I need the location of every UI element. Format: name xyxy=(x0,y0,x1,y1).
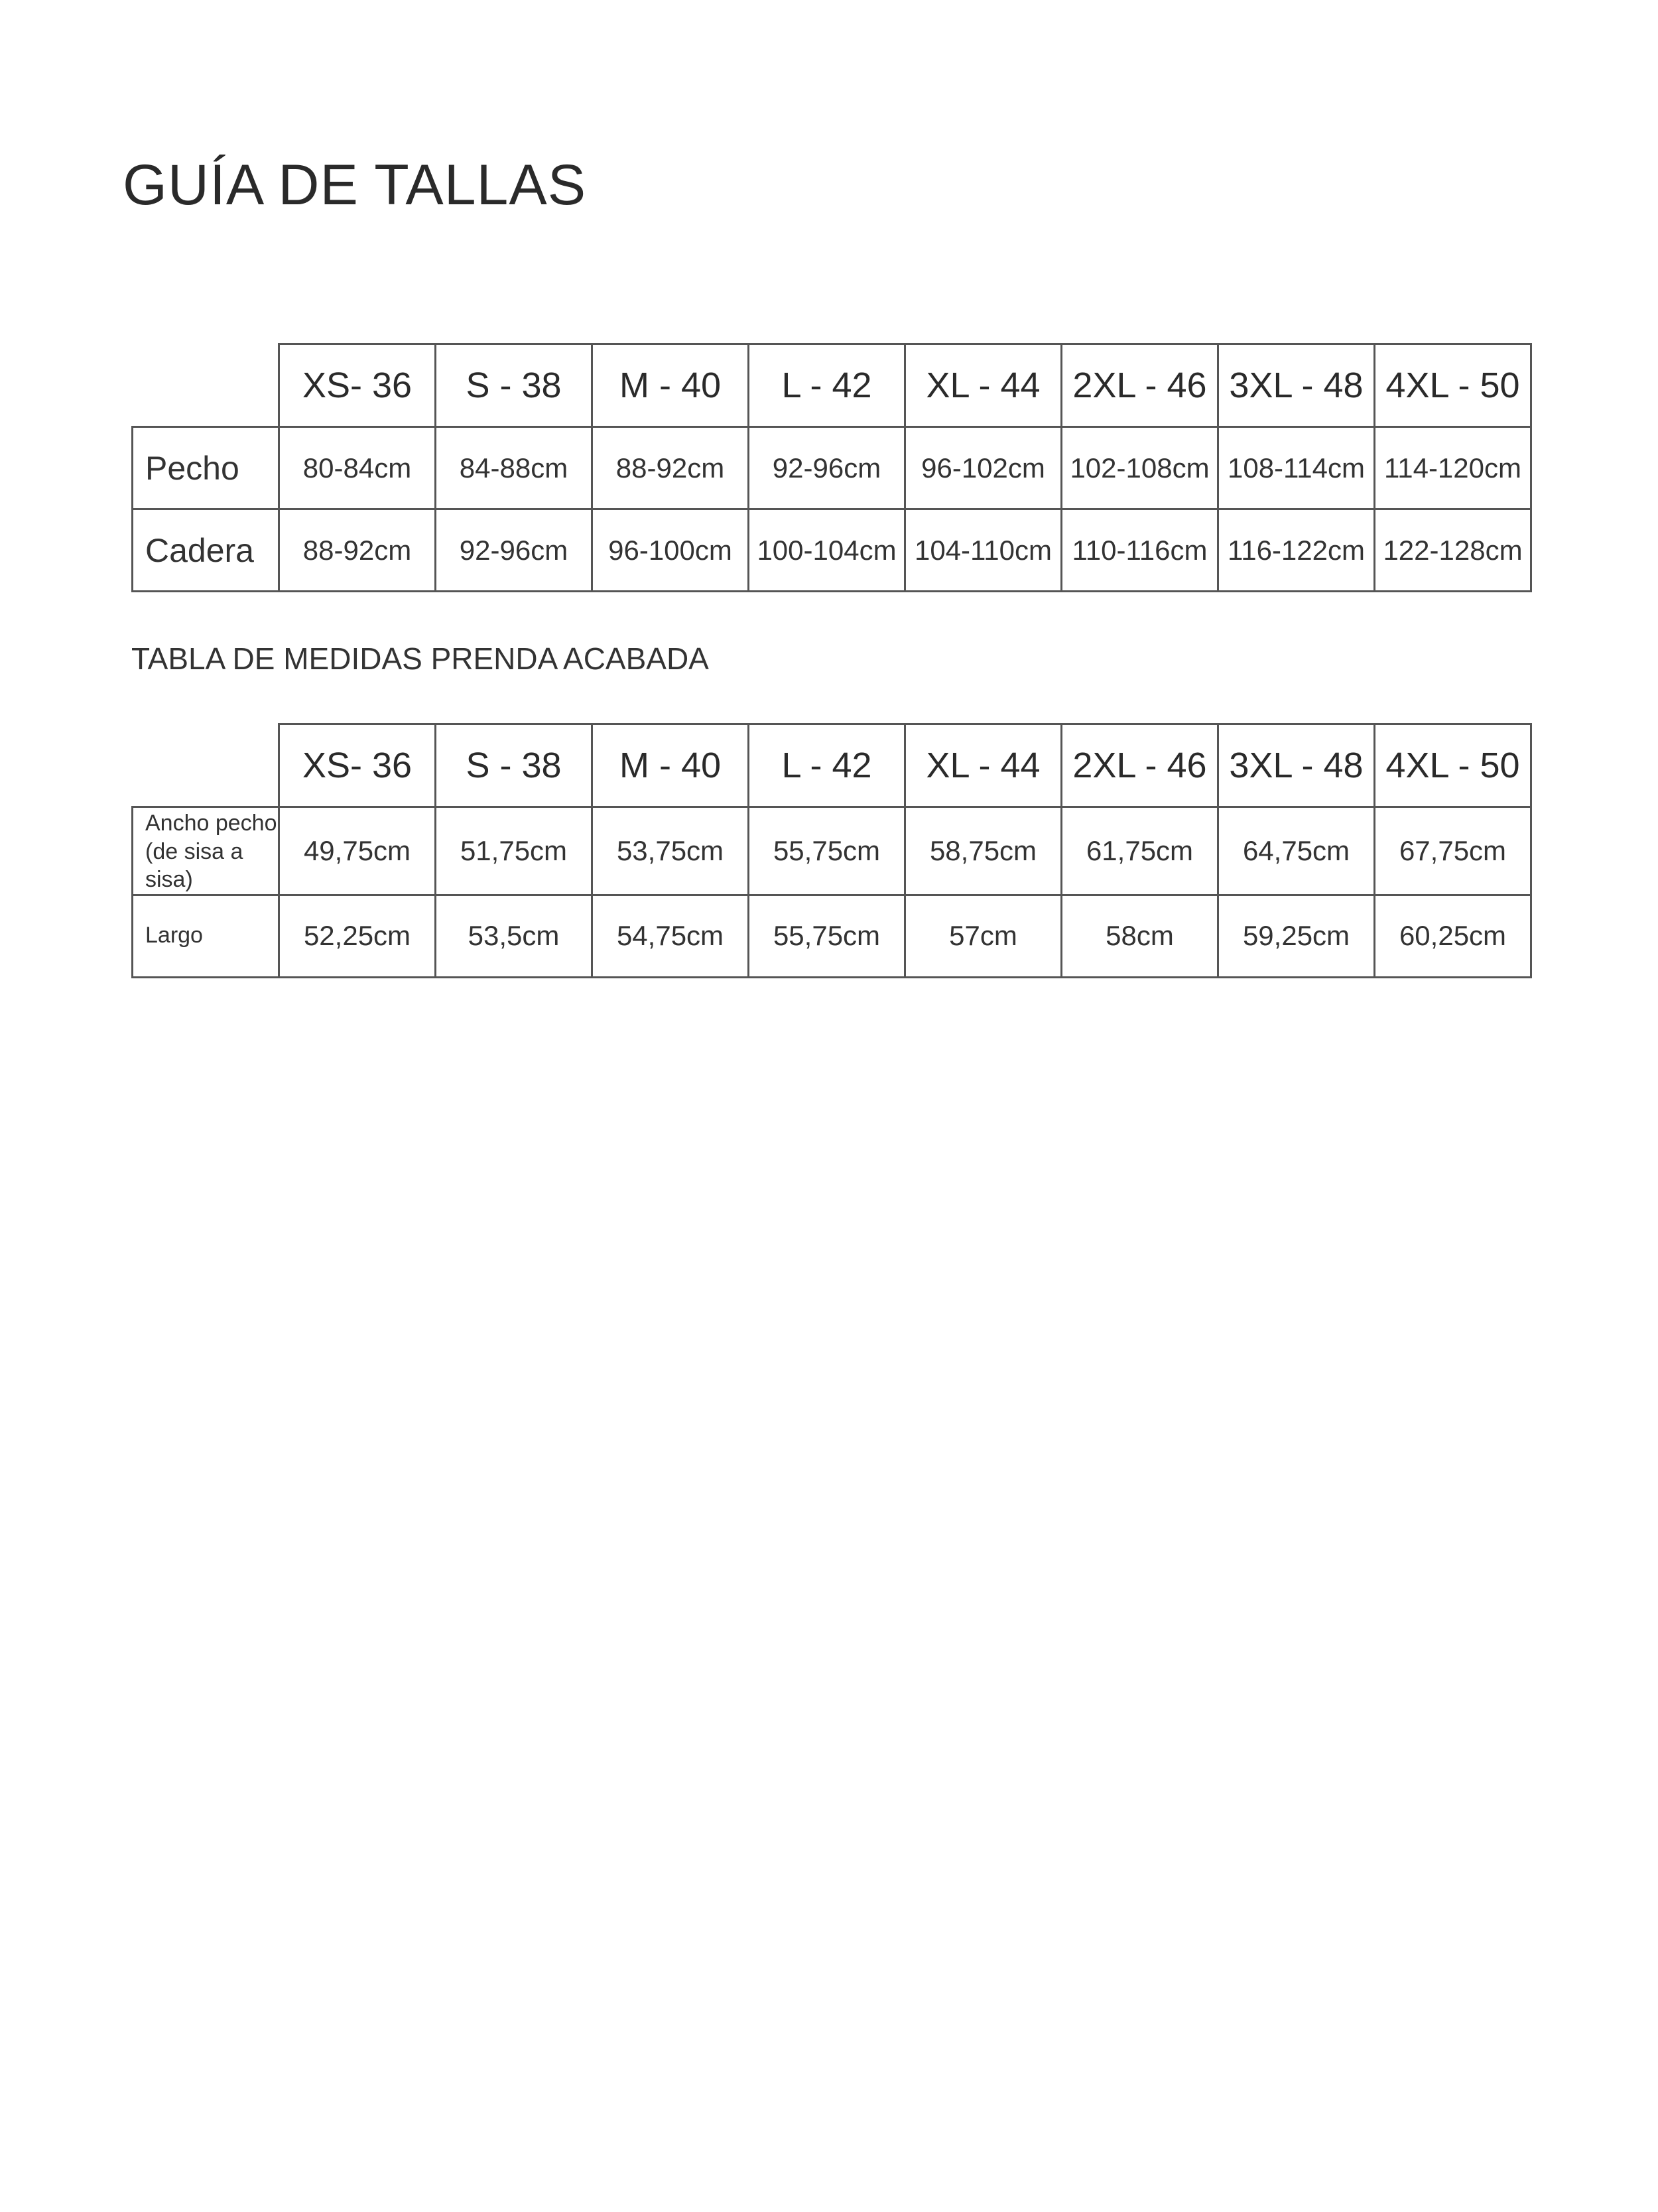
size-header: 2XL - 46 xyxy=(1062,344,1218,427)
page-title: GUÍA DE TALLAS xyxy=(123,153,587,217)
measurement-cell: 88-92cm xyxy=(279,509,436,592)
size-header: L - 42 xyxy=(749,344,905,427)
size-header: XS- 36 xyxy=(279,344,436,427)
measurement-cell: 84-88cm xyxy=(436,427,592,509)
measurement-cell: 96-100cm xyxy=(592,509,749,592)
measurement-cell: 52,25cm xyxy=(279,895,436,977)
measurement-cell: 51,75cm xyxy=(436,807,592,895)
size-header: XL - 44 xyxy=(905,344,1062,427)
size-header: 3XL - 48 xyxy=(1218,344,1375,427)
measurement-cell: 58cm xyxy=(1062,895,1218,977)
measurement-cell: 67,75cm xyxy=(1375,807,1531,895)
measurement-cell: 57cm xyxy=(905,895,1062,977)
row-label-pecho: Pecho xyxy=(133,427,279,509)
row-label-ancho-pecho: Ancho pecho (de sisa a sisa) xyxy=(133,807,279,895)
size-header: L - 42 xyxy=(749,724,905,807)
measurement-cell: 114-120cm xyxy=(1375,427,1531,509)
size-header: 4XL - 50 xyxy=(1375,724,1531,807)
size-header: 2XL - 46 xyxy=(1062,724,1218,807)
body-measurements-table xyxy=(131,343,1532,592)
measurement-cell: 102-108cm xyxy=(1062,427,1218,509)
measurement-cell: 92-96cm xyxy=(749,427,905,509)
garment-measurements-table xyxy=(131,723,1532,978)
table-row xyxy=(133,807,1531,895)
size-header: M - 40 xyxy=(592,344,749,427)
size-header: S - 38 xyxy=(436,344,592,427)
measurement-cell: 55,75cm xyxy=(749,895,905,977)
table-row xyxy=(133,509,1531,592)
measurement-cell: 53,75cm xyxy=(592,807,749,895)
measurement-cell: 55,75cm xyxy=(749,807,905,895)
measurement-cell: 80-84cm xyxy=(279,427,436,509)
measurement-cell: 53,5cm xyxy=(436,895,592,977)
table-row xyxy=(133,895,1531,977)
size-header: XS- 36 xyxy=(279,724,436,807)
size-header: 4XL - 50 xyxy=(1375,344,1531,427)
row-label-cadera: Cadera xyxy=(133,509,279,592)
table-row xyxy=(133,427,1531,509)
measurement-cell: 61,75cm xyxy=(1062,807,1218,895)
measurement-cell: 108-114cm xyxy=(1218,427,1375,509)
measurement-cell: 116-122cm xyxy=(1218,509,1375,592)
section-subtitle: TABLA DE MEDIDAS PRENDA ACABADA xyxy=(131,641,709,676)
measurement-cell: 110-116cm xyxy=(1062,509,1218,592)
measurement-cell: 122-128cm xyxy=(1375,509,1531,592)
size-header: 3XL - 48 xyxy=(1218,724,1375,807)
measurement-cell: 49,75cm xyxy=(279,807,436,895)
size-header-row xyxy=(133,344,1531,427)
measurement-cell: 104-110cm xyxy=(905,509,1062,592)
measurement-cell: 59,25cm xyxy=(1218,895,1375,977)
measurement-cell: 60,25cm xyxy=(1375,895,1531,977)
measurement-cell: 92-96cm xyxy=(436,509,592,592)
measurement-cell: 100-104cm xyxy=(749,509,905,592)
measurement-cell: 54,75cm xyxy=(592,895,749,977)
empty-corner-cell xyxy=(133,344,279,427)
empty-corner-cell xyxy=(133,724,279,807)
measurement-cell: 88-92cm xyxy=(592,427,749,509)
size-header: XL - 44 xyxy=(905,724,1062,807)
size-header: S - 38 xyxy=(436,724,592,807)
measurement-cell: 64,75cm xyxy=(1218,807,1375,895)
size-header: M - 40 xyxy=(592,724,749,807)
row-label-largo: Largo xyxy=(133,895,279,977)
measurement-cell: 58,75cm xyxy=(905,807,1062,895)
measurement-cell: 96-102cm xyxy=(905,427,1062,509)
size-header-row xyxy=(133,724,1531,807)
